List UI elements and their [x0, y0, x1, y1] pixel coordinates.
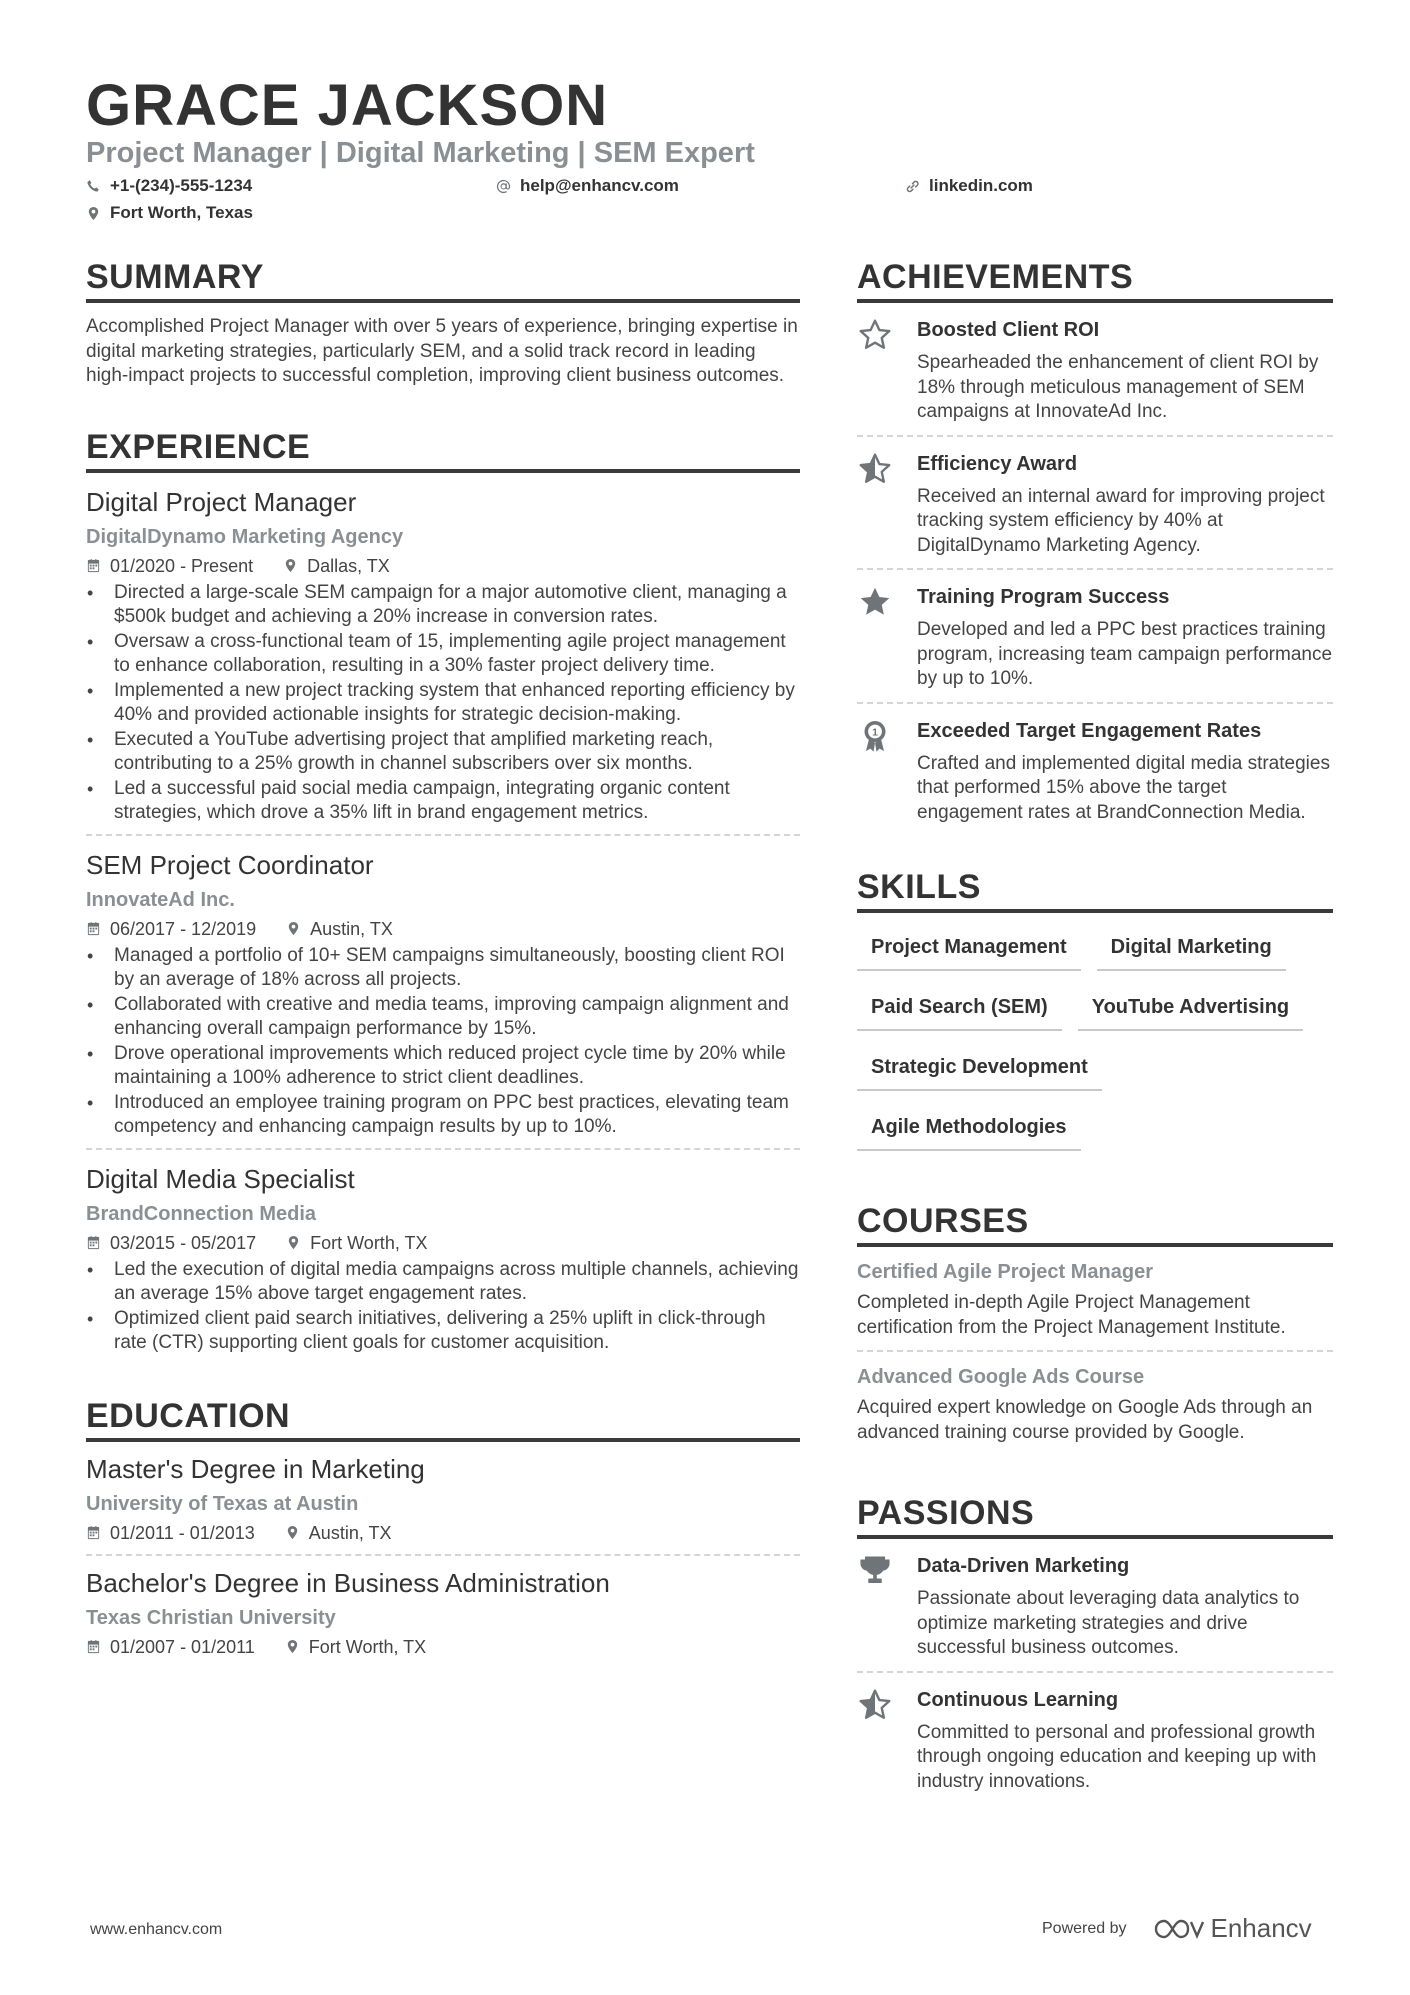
brand-name: Enhancv	[1210, 1913, 1312, 1943]
experience-section	[86, 425, 800, 1364]
job-meta	[86, 553, 800, 579]
brand-logo[interactable]	[1153, 1913, 1312, 1944]
courses-title: COURSES	[857, 1199, 1333, 1247]
calendar-icon	[86, 1639, 101, 1654]
job-bullet: • Collaborated with creative and media teams, improving campaign alignment and enhancing overall campaign performance by 15%.	[86, 993, 800, 1042]
job-location: Dallas, TX	[307, 555, 390, 576]
contact-email[interactable]	[496, 176, 679, 196]
passion-title: Continuous Learning	[917, 1688, 1119, 1711]
achievement-item	[857, 437, 1333, 571]
job-bullet: • Managed a portfolio of 10+ SEM campaigns simultaneously, boosting client ROI by an average of 18% across all projects.	[86, 944, 800, 993]
passion-item	[857, 1539, 1333, 1673]
job-company: BrandConnection Media	[86, 1202, 317, 1225]
course-item	[857, 1247, 1333, 1352]
education-dates: 01/2007 - 01/2011	[110, 1636, 255, 1657]
achievements-section	[857, 255, 1333, 835]
award-ribbon-icon	[857, 718, 893, 754]
course-title: Advanced Google Ads Course	[857, 1366, 1145, 1388]
achievement-item	[857, 704, 1333, 836]
school-name: University of Texas at Austin	[86, 1492, 359, 1515]
education-section	[86, 1394, 800, 1668]
passion-item	[857, 1673, 1333, 1805]
job-meta	[86, 916, 800, 942]
job-company: InnovateAd Inc.	[86, 888, 235, 911]
achievement-desc: Spearheaded the enhancement of client ROI by 18% through meticulous management of SEM campaigns at InnovateAd Inc.	[917, 352, 1319, 422]
courses-section	[857, 1199, 1333, 1455]
summary-section	[86, 255, 800, 389]
job-bullet: • Optimized client paid search initiatives, delivering a 25% uplift in click-through rate (CTR) supporting client goals for customer acquisition.	[86, 1307, 800, 1356]
footer-branding	[1042, 1913, 1312, 1944]
education-meta	[86, 1520, 800, 1546]
svg-text:1: 1	[872, 725, 878, 738]
education-location: Austin, TX	[308, 1522, 392, 1543]
achievement-item	[857, 570, 1333, 704]
job-entry	[86, 473, 800, 836]
degree-title: Master's Degree in Marketing	[86, 1453, 425, 1484]
star-filled-icon	[857, 584, 893, 620]
powered-by-label: Powered by	[1042, 1919, 1127, 1937]
job-dates: 06/2017 - 12/2019	[110, 918, 257, 939]
passion-desc: Passionate about leveraging data analytics to optimize marketing strategies and drive successful business outcomes.	[917, 1588, 1300, 1658]
passions-section	[857, 1491, 1333, 1804]
skills-title: SKILLS	[857, 865, 1333, 913]
job-company: DigitalDynamo Marketing Agency	[86, 525, 404, 548]
calendar-icon	[86, 1525, 101, 1540]
education-entry	[86, 1556, 800, 1668]
calendar-icon	[86, 921, 101, 936]
candidate-headline: Project Manager | Digital Marketing | SEM Expert	[86, 137, 755, 169]
left-column	[86, 255, 800, 1704]
skill-tag: Strategic Development	[857, 1047, 1102, 1091]
achievement-title: Exceeded Target Engagement Rates	[917, 719, 1262, 742]
job-bullets	[86, 1258, 800, 1356]
enhancv-logo-icon	[1153, 1916, 1205, 1942]
passion-desc: Committed to personal and professional growth through ongoing education and keeping up with industry innovations.	[917, 1721, 1317, 1792]
location-pin-icon	[285, 1639, 300, 1654]
at-icon	[496, 179, 511, 194]
calendar-icon	[86, 558, 101, 573]
job-title: Digital Media Specialist	[86, 1163, 355, 1194]
education-location: Fort Worth, TX	[308, 1636, 427, 1657]
contact-phone[interactable]	[86, 176, 252, 196]
job-dates: 01/2020 - Present	[110, 555, 254, 576]
star-half-icon	[857, 451, 893, 487]
job-dates: 03/2015 - 05/2017	[110, 1232, 257, 1253]
phone-icon	[86, 179, 101, 194]
skills-section	[857, 865, 1333, 1167]
summary-title: SUMMARY	[86, 255, 800, 303]
star-outline-icon	[857, 317, 893, 353]
job-bullet: • Executed a YouTube advertising project that amplified marketing reach, contributing to a 25% growth in channel subscribers over six months.	[86, 728, 800, 777]
job-location: Fort Worth, TX	[310, 1232, 428, 1253]
job-bullets	[86, 944, 800, 1140]
skill-tag: YouTube Advertising	[1078, 987, 1303, 1031]
achievement-desc: Developed and led a PPC best practices training program, increasing team campaign performance by up to 10%.	[917, 619, 1333, 689]
education-entry	[86, 1442, 800, 1556]
achievement-title: Boosted Client ROI	[917, 319, 1100, 341]
job-bullet: • Oversaw a cross-functional team of 15, implementing agile project management to enhance collaboration, resulting in a 30% faster project delivery time.	[86, 630, 800, 679]
skill-tag: Agile Methodologies	[857, 1107, 1081, 1151]
skill-tag: Paid Search (SEM)	[857, 987, 1062, 1031]
passion-title: Data-Driven Marketing	[917, 1555, 1130, 1577]
skills-list	[857, 927, 1333, 1167]
job-bullet: • Implemented a new project tracking system that enhanced reporting efficiency by 40% and provided actionable insights for strategic decision-making.	[86, 679, 800, 728]
location-pin-icon	[286, 921, 301, 936]
passions-title: PASSIONS	[857, 1491, 1333, 1539]
contact-location	[86, 203, 253, 223]
achievement-title: Training Program Success	[917, 586, 1170, 608]
job-location: Austin, TX	[310, 918, 393, 939]
location-pin-icon	[86, 206, 101, 221]
job-bullet: • Led a successful paid social media campaign, integrating organic content strategies, which drove a 35% lift in brand engagement metrics.	[86, 777, 800, 826]
contact-linkedin[interactable]	[905, 176, 1033, 196]
footer-website[interactable]: www.enhancv.com	[90, 1921, 223, 1938]
star-half-icon	[857, 1687, 893, 1723]
school-name: Texas Christian University	[86, 1606, 336, 1629]
job-meta	[86, 1230, 800, 1256]
right-column	[857, 255, 1333, 1840]
job-entry	[86, 836, 800, 1150]
course-desc: Completed in-depth Agile Project Management certification from the Project Management Institute.	[857, 1292, 1286, 1338]
trophy-icon	[857, 1553, 893, 1589]
experience-title: EXPERIENCE	[86, 425, 800, 473]
job-bullet: • Drove operational improvements which reduced project cycle time by 20% while maintaining a 100% adherence to strict client deadlines.	[86, 1042, 800, 1091]
skill-tag: Project Management	[857, 927, 1081, 971]
location-pin-icon	[283, 558, 298, 573]
achievement-desc: Received an internal award for improving project tracking system efficiency by 40% at DigitalDynamo Marketing Agency.	[917, 485, 1325, 556]
education-title: EDUCATION	[86, 1394, 800, 1442]
location-pin-icon	[285, 1525, 300, 1540]
candidate-name: GRACE JACKSON	[86, 73, 609, 138]
phone-text: +1-(234)-555-1234	[110, 176, 253, 195]
job-bullets	[86, 581, 800, 826]
course-title: Certified Agile Project Manager	[857, 1261, 1153, 1283]
achievement-item	[857, 303, 1333, 437]
email-text: help@enhancv.com	[520, 176, 679, 195]
course-item	[857, 1352, 1333, 1455]
job-bullet: • Led the execution of digital media campaigns across multiple channels, achieving an average 15% above target engagement rates.	[86, 1258, 800, 1307]
education-meta	[86, 1634, 800, 1660]
job-bullet: • Directed a large-scale SEM campaign for a major automotive client, managing a $500k budget and achieving a 20% increase in conversion rates.	[86, 581, 800, 630]
location-pin-icon	[286, 1235, 301, 1250]
job-title: SEM Project Coordinator	[86, 849, 374, 880]
location-text: Fort Worth, Texas	[110, 203, 253, 222]
education-dates: 01/2011 - 01/2013	[110, 1522, 255, 1543]
job-title: Digital Project Manager	[86, 486, 357, 517]
calendar-icon	[86, 1235, 101, 1250]
linkedin-text: linkedin.com	[929, 176, 1033, 195]
achievement-title: Efficiency Award	[917, 452, 1078, 475]
achievements-title: ACHIEVEMENTS	[857, 255, 1333, 303]
link-icon	[905, 179, 920, 194]
degree-title: Bachelor's Degree in Business Administration	[86, 1567, 610, 1598]
job-bullet: • Introduced an employee training program on PPC best practices, elevating team competency and enhancing campaign results by up to 10%.	[86, 1091, 800, 1140]
summary-text: Accomplished Project Manager with over 5 years of experience, bringing expertise in digital marketing strategies, particularly SEM, and a solid track record in leading high-impact projects to successful completion, improving client business outcomes.	[86, 316, 798, 386]
skill-tag: Digital Marketing	[1097, 927, 1286, 971]
achievement-desc: Crafted and implemented digital media strategies that performed 15% above the target engagement rates at BrandConnection Media.	[917, 752, 1330, 823]
job-entry	[86, 1150, 800, 1364]
course-desc: Acquired expert knowledge on Google Ads through an advanced training course provided by Google.	[857, 1397, 1313, 1443]
